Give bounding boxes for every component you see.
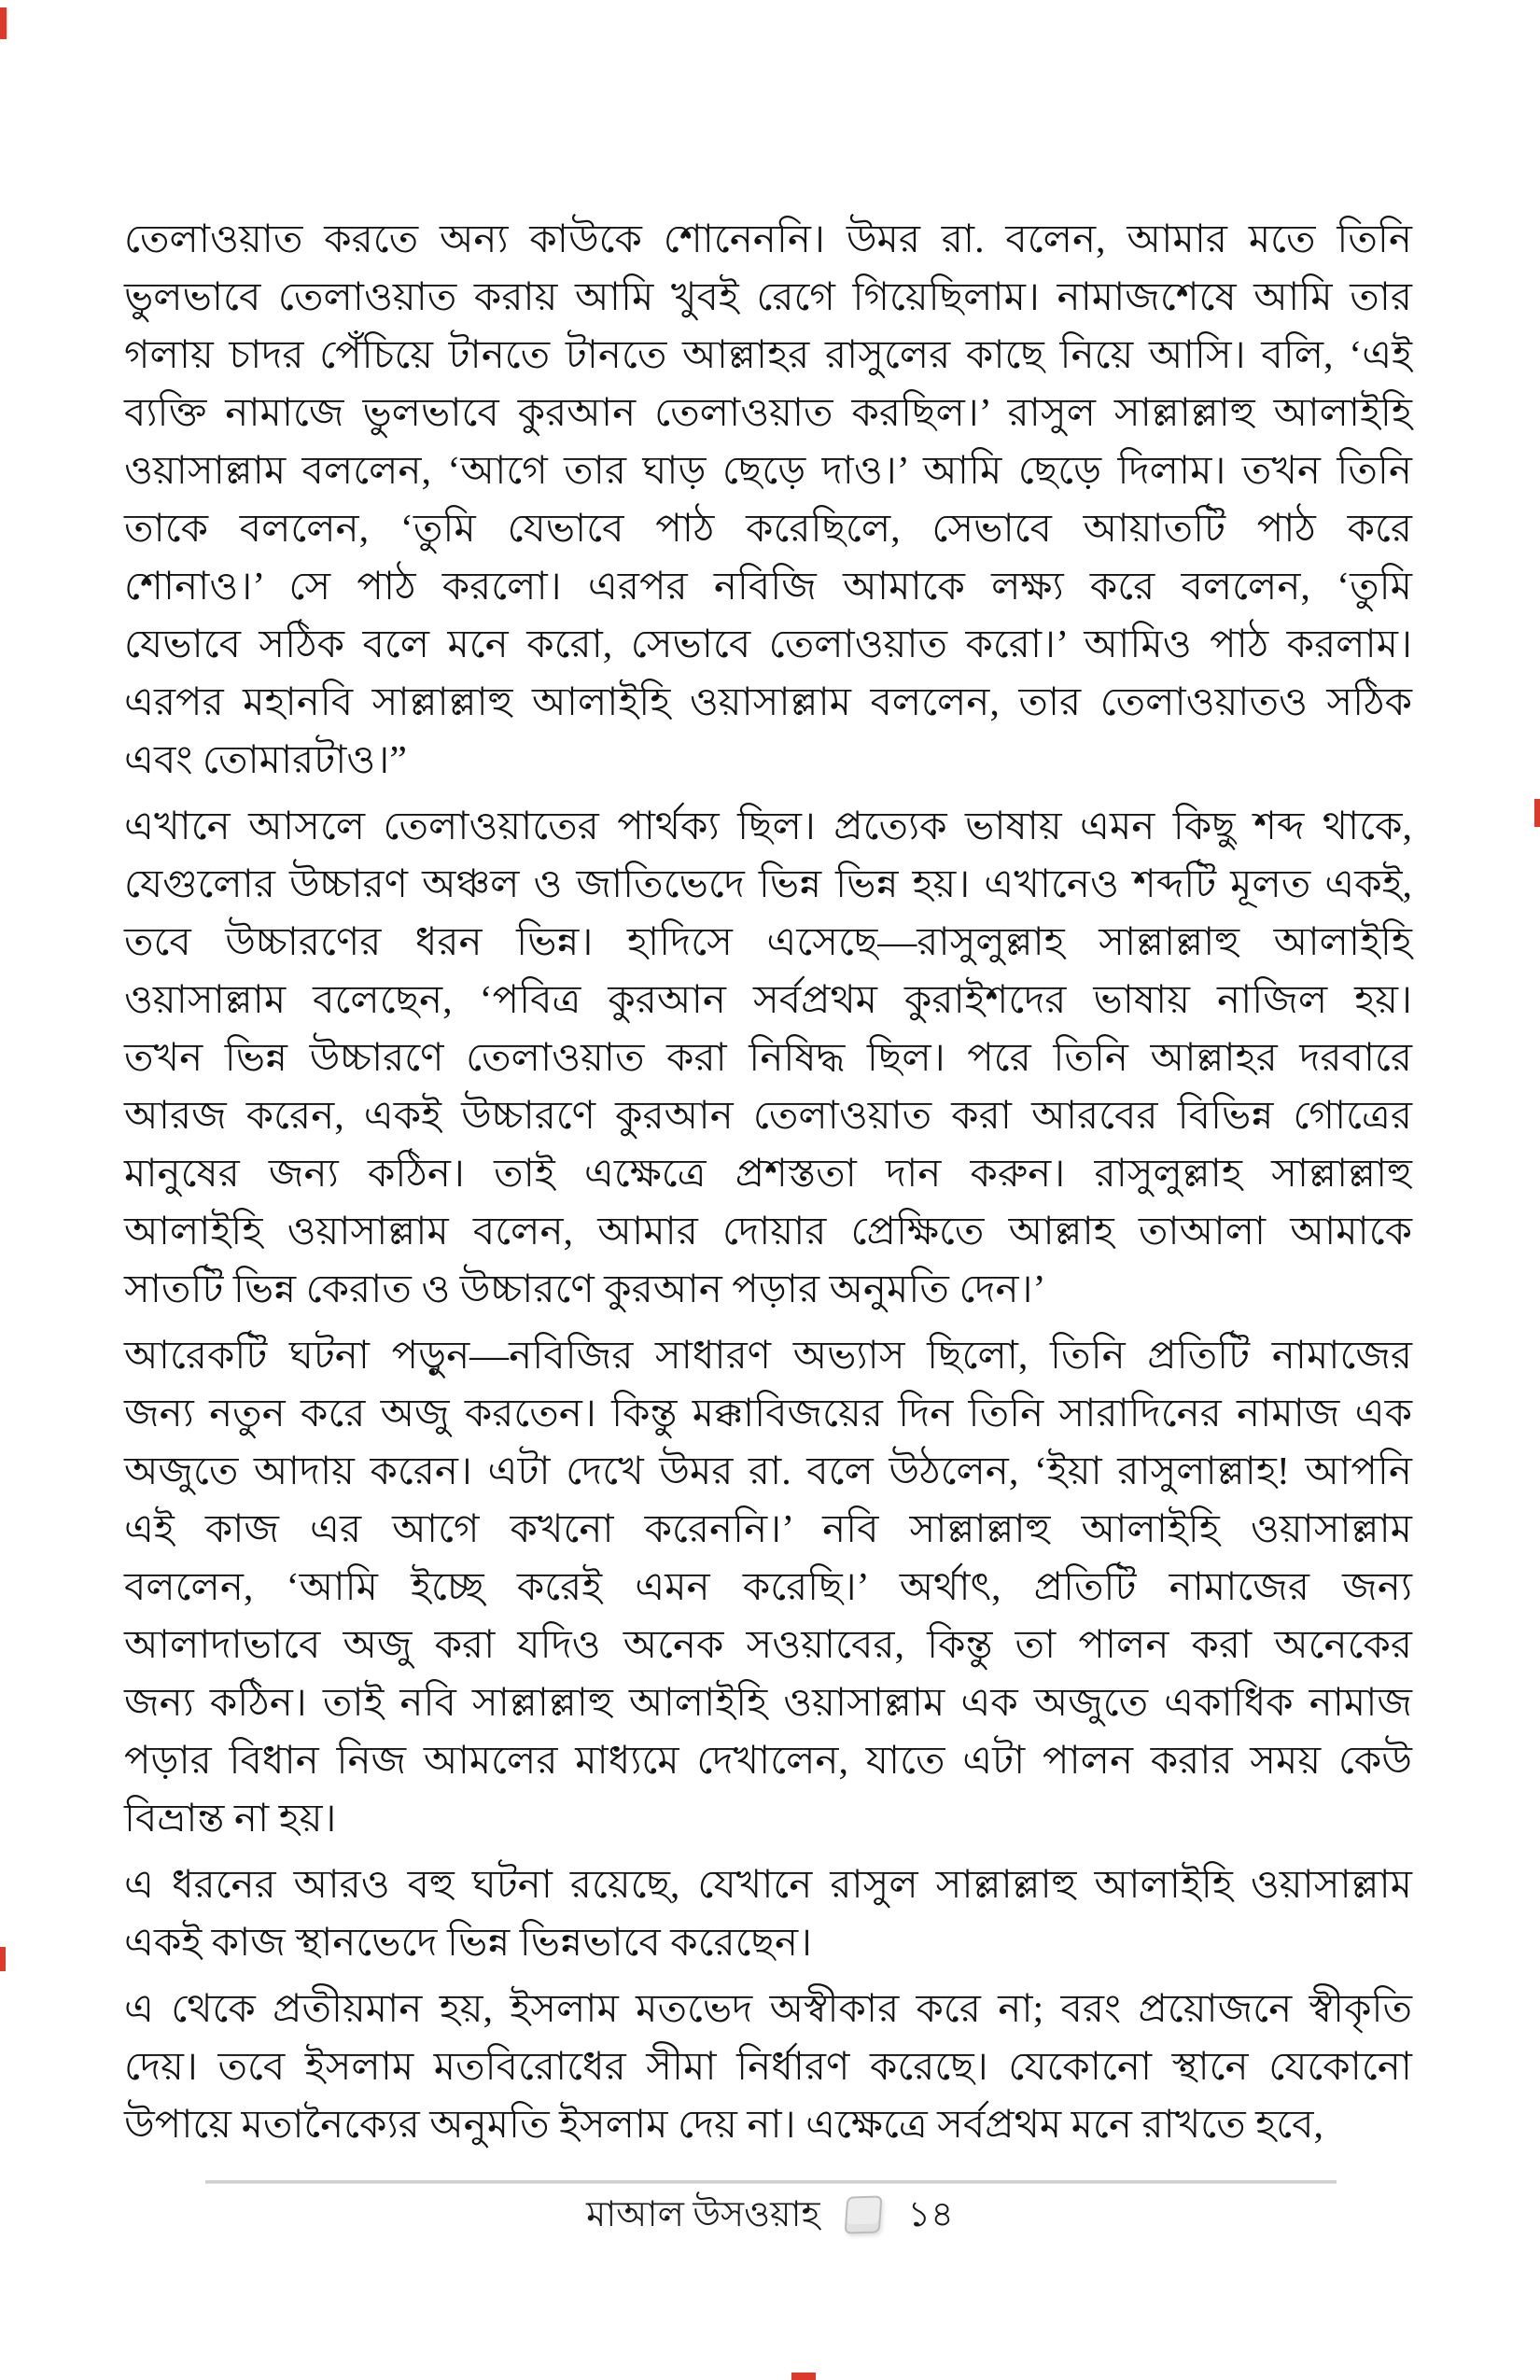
paragraph xyxy=(124,1981,1412,2154)
text-line: এই কাজ এর আগে কখনো করেননি।’ নবি সাল্লাল্লাহু আলাইহি ওয়াসাল্লাম xyxy=(124,1508,1412,1551)
text-line: এ ধরনের আরও বহু ঘটনা রয়েছে, যেখানে রাসুল সাল্লাল্লাহু আলাইহি ওয়াসাল্লাম xyxy=(124,1864,1412,1907)
text-line: তাকে বললেন, ‘তুমি যেভাবে পাঠ করেছিলে, সেভাবে আয়াতটি পাঠ করে xyxy=(124,508,1412,551)
text-line: ওয়াসাল্লাম বলেছেন, ‘পবিত্র কুরআন সর্বপ্রথম কুরাইশদের ভাষায় নাজিল হয়। xyxy=(124,979,1412,1022)
text-line: এরপর মহানবি সাল্লাল্লাহু আলাইহি ওয়াসাল্লাম বললেন, তার তেলাওয়াতও সঠিক xyxy=(124,681,1412,724)
book-title: মাআল উসওয়াহ xyxy=(586,2195,820,2234)
text-line: এ থেকে প্রতীয়মান হয়, ইসলাম মতভেদ অস্বীকার করে না; বরং প্রয়োজনে স্বীকৃতি xyxy=(124,1988,1412,2031)
scan-artifact-mark xyxy=(0,7,7,39)
text-line: জন্য কঠিন। তাই নবি সাল্লাল্লাহু আলাইহি ওয়াসাল্লাম এক অজুতে একাধিক নামাজ xyxy=(124,1682,1412,1725)
text-line: শোনাও।’ সে পাঠ করলো। এরপর নবিজি আমাকে লক্ষ্য করে বললেন, ‘তুমি xyxy=(124,566,1412,609)
body-text xyxy=(124,211,1412,2163)
text-line: আরেকটি ঘটনা পড়ুন—নবিজির সাধারণ অভ্যাস ছিলো, তিনি প্রতিটি নামাজের xyxy=(124,1335,1412,1378)
text-line: একই কাজ স্থানভেদে ভিন্ন ভিন্নভাবে করেছেন। xyxy=(124,1922,813,1965)
text-line: আলাদাভাবে অজু করা যদিও অনেক সওয়াবের, কিন্তু তা পালন করা অনেকের xyxy=(124,1624,1412,1667)
paragraph xyxy=(124,1856,1412,1972)
text-line: উপায়ে মতানৈক্যের অনুমতি ইসলাম দেয় না। এক্ষেত্রে সর্বপ্রথম মনে রাখতে হবে, xyxy=(124,2104,1324,2147)
text-line: আরজ করেন, একই উচ্চারণে কুরআন তেলাওয়াত করা আরবের বিভিন্ন গোত্রের xyxy=(124,1095,1412,1138)
text-line: পড়ার বিধান নিজ আমলের মাধ্যমে দেখালেন, যাতে এটা পালন করার সময় কেউ xyxy=(124,1740,1412,1783)
paragraph xyxy=(124,1327,1412,1848)
text-line: বললেন, ‘আমি ইচ্ছে করেই এমন করেছি।’ অর্থাৎ, প্রতিটি নামাজের জন্য xyxy=(124,1566,1412,1609)
paragraph xyxy=(124,798,1412,1319)
text-line: তেলাওয়াত করতে অন্য কাউকে শোনেননি। উমর রা. বলেন, আমার মতে তিনি xyxy=(124,218,1412,261)
text-line: যেভাবে সঠিক বলে মনে করো, সেভাবে তেলাওয়াত করো।’ আমিও পাঠ করলাম। xyxy=(124,623,1412,666)
text-line: যেগুলোর উচ্চারণ অঞ্চল ও জাতিভেদে ভিন্ন ভিন্ন হয়। এখানেও শব্দটি মূলত একই, xyxy=(124,863,1412,906)
text-line: এখানে আসলে তেলাওয়াতের পার্থক্য ছিল। প্রত্যেক ভাষায় এমন কিছু শব্দ থাকে, xyxy=(124,805,1412,848)
text-line: দেয়। তবে ইসলাম মতবিরোধের সীমা নির্ধারণ করেছে। যেকোনো স্থানে যেকোনো xyxy=(124,2046,1412,2089)
text-line: তখন ভিন্ন উচ্চারণে তেলাওয়াত করা নিষিদ্ধ ছিল। পরে তিনি আল্লাহর দরবারে xyxy=(124,1037,1412,1080)
text-line: বিভ্রান্ত না হয়। xyxy=(124,1798,337,1841)
text-line: জন্য নতুন করে অজু করতেন। কিন্তু মক্কাবিজয়ের দিন তিনি সারাদিনের নামাজ এক xyxy=(124,1393,1412,1435)
text-line: এবং তোমারটাও।” xyxy=(124,739,407,782)
text-line: ব্যক্তি নামাজে ভুলভাবে কুরআন তেলাওয়াত করছিল।’ রাসুল সাল্লাল্লাহু আলাইহি xyxy=(124,392,1412,435)
scan-artifact-mark xyxy=(1534,799,1540,827)
page-number: ১৪ xyxy=(907,2195,954,2234)
paragraph xyxy=(124,211,1412,790)
text-line: অজুতে আদায় করেন। এটা দেখে উমর রা. বলে উঠলেন, ‘ইয়া রাসুলাল্লাহ! আপনি xyxy=(124,1450,1412,1493)
page-ornament-icon xyxy=(845,2195,883,2233)
footer-separator xyxy=(205,2180,1337,2184)
text-line: গলায় চাদর পেঁচিয়ে টানতে টানতে আল্লাহর রাসুলের কাছে নিয়ে আসি। বলি, ‘এই xyxy=(124,334,1412,377)
text-line: ওয়াসাল্লাম বললেন, ‘আগে তার ঘাড় ছেড়ে দাও।’ আমি ছেড়ে দিলাম। তখন তিনি xyxy=(124,450,1412,493)
page-footer xyxy=(0,2191,1540,2238)
text-line: সাতটি ভিন্ন কেরাত ও উচ্চারণে কুরআন পড়ার অনুমতি দেন।’ xyxy=(124,1268,1046,1311)
text-line: আলাইহি ওয়াসাল্লাম বলেন, আমার দোয়ার প্রেক্ষিতে আল্লাহ তাআলা আমাকে xyxy=(124,1211,1412,1253)
text-line: মানুষের জন্য কঠিন। তাই এক্ষেত্রে প্রশস্ততা দান করুন। রাসুলুল্লাহ সাল্লাল্লাহু xyxy=(124,1153,1412,1196)
scan-artifact-mark xyxy=(0,1947,6,1971)
scan-artifact-mark xyxy=(791,2373,816,2380)
text-line: ভুলভাবে তেলাওয়াত করায় আমি খুবই রেগে গিয়েছিলাম। নামাজশেষে আমি তার xyxy=(124,276,1412,319)
text-line: তবে উচ্চারণের ধরন ভিন্ন। হাদিসে এসেছে—রাসুলুল্লাহ সাল্লাল্লাহু আলাইহি xyxy=(124,921,1412,964)
